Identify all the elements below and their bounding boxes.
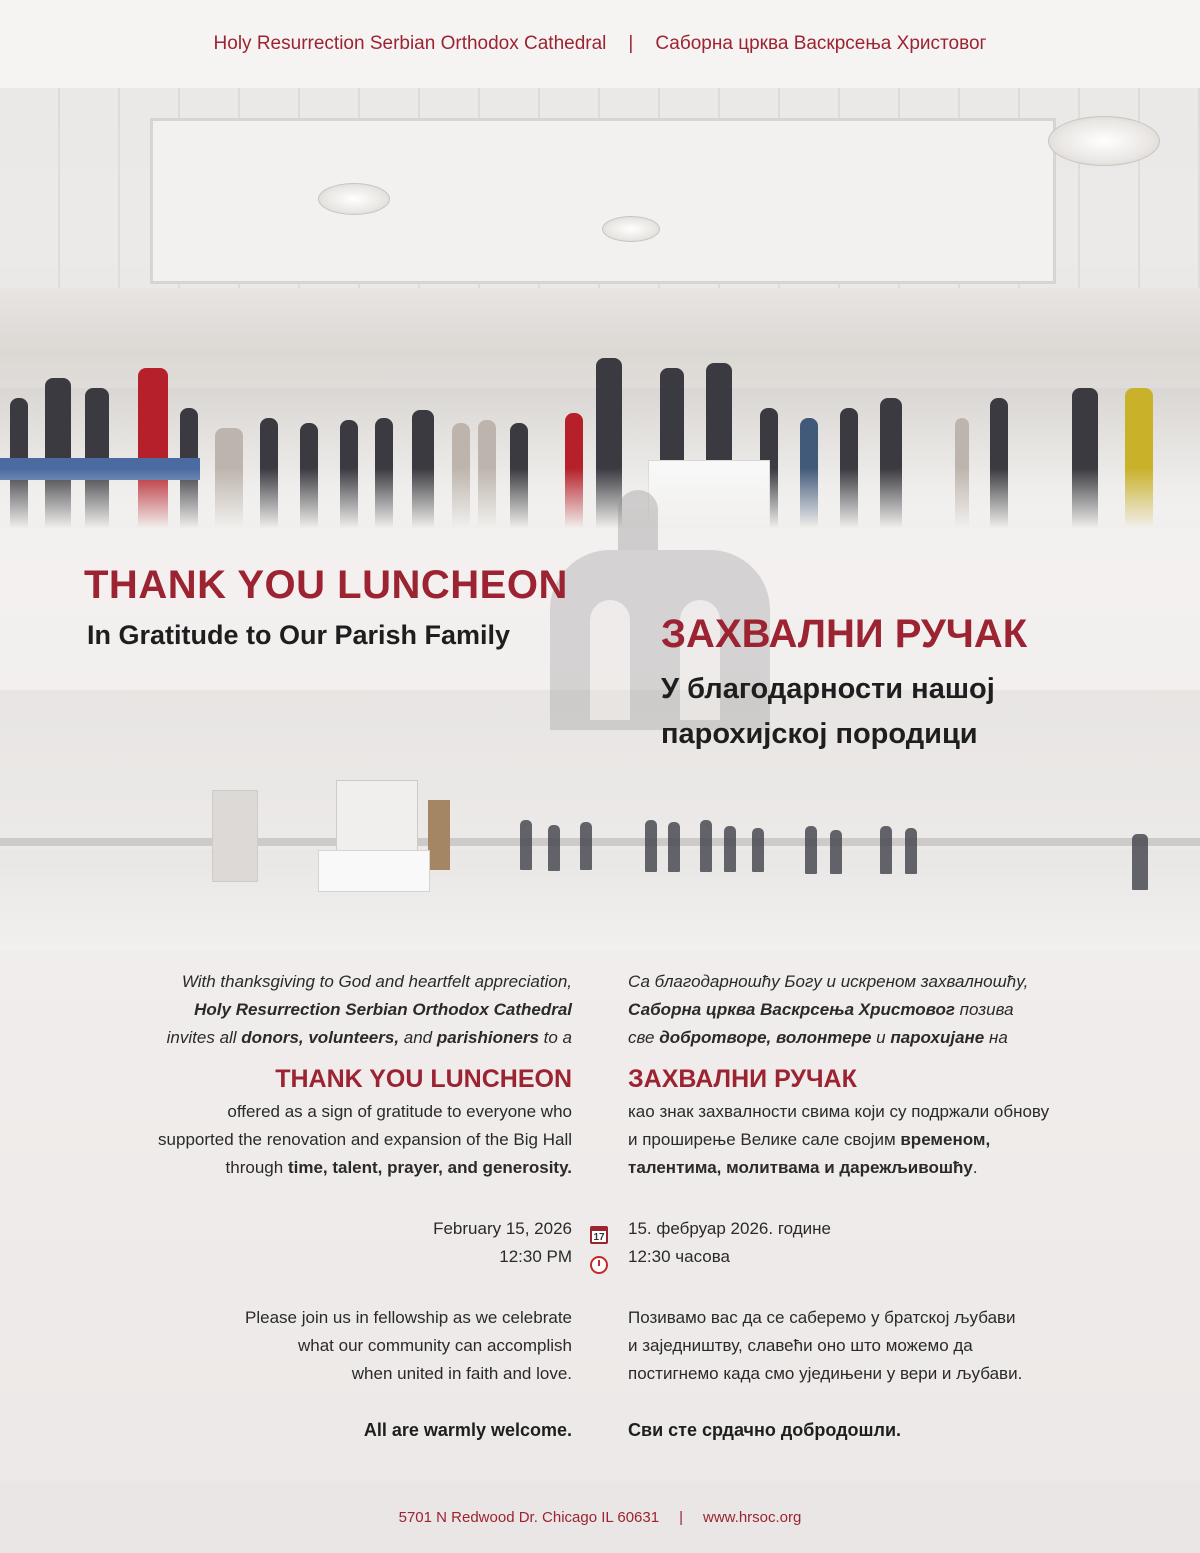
hall-blessing-photo <box>0 88 1200 528</box>
figure <box>700 820 712 872</box>
footer <box>0 1481 1200 1553</box>
offer-sr-bold-rest: талентима, молитвама и дарежљивошћу <box>628 1158 973 1177</box>
figure <box>805 826 817 874</box>
figure <box>905 828 917 874</box>
chandelier <box>318 183 390 215</box>
footer-website-link[interactable]: www.hrsoc.org <box>702 1508 802 1526</box>
intro-sr-text-c: на <box>984 1028 1008 1047</box>
welcome-sr: Сви сте срдачно добродошли. <box>628 1420 902 1440</box>
header-name-sr: Саборна црква Васкрсења Христовог <box>655 33 987 54</box>
datetime-en <box>12 1215 572 1271</box>
donors-sr: добротворе, волонтере <box>659 1028 872 1047</box>
offer-en-text: through <box>225 1158 288 1177</box>
heading-en: THANK YOU LUNCHEON <box>275 1065 572 1093</box>
intro-sr-line3 <box>628 1024 1188 1052</box>
photo-ceiling-tray <box>150 118 1056 284</box>
figure <box>752 828 764 872</box>
church-arch <box>590 600 630 720</box>
figure <box>1132 834 1148 890</box>
hall-trim <box>0 838 1200 846</box>
offer-sr-line1: као знак захвалности свима који су подржали обнову <box>628 1102 1050 1121</box>
offer-sr-period: . <box>972 1158 978 1177</box>
header-separator: | <box>628 33 634 54</box>
figure <box>830 830 842 874</box>
time-sr: 12:30 часова <box>628 1247 731 1266</box>
podium <box>428 800 450 870</box>
offer-sr-line3 <box>628 1154 1188 1182</box>
hall-door <box>212 790 258 882</box>
intro-en-text-a: invites all <box>166 1028 242 1047</box>
time-en: 12:30 PM <box>499 1247 572 1266</box>
chandelier <box>1048 116 1160 166</box>
footer-separator: | <box>679 1508 683 1526</box>
intro-en <box>12 968 572 1052</box>
subtitle-sr <box>661 667 1121 757</box>
join-sr <box>628 1304 1188 1388</box>
offer-en-line3 <box>12 1154 572 1182</box>
intro-sr-text-b: и <box>871 1028 891 1047</box>
alarm-clock-icon <box>590 1256 608 1274</box>
subtitle-sr-line1: У благодарности нашој <box>661 673 995 705</box>
hall-floor <box>0 850 1200 950</box>
heading-sr: ЗАХВАЛНИ РУЧАК <box>628 1065 857 1093</box>
intro-en-text-b: and <box>399 1028 437 1047</box>
join-sr-line1: Позивамо вас да се саберемо у братској љубави <box>628 1308 1016 1327</box>
donors-en: donors, volunteers, <box>241 1028 400 1047</box>
offer-sr-bold-time: временом, <box>900 1130 991 1149</box>
join-sr-line3: постигнемо када смо уједињени у вери и љубави. <box>628 1364 1023 1383</box>
figure <box>520 820 532 870</box>
intro-en-line2 <box>12 996 572 1024</box>
intro-sr-text-invites: позива <box>954 1000 1014 1019</box>
chandelier <box>602 216 660 242</box>
offer-en-line1: offered as a sign of gratitude to everyone who <box>227 1102 572 1121</box>
footer-address: 5701 N Redwood Dr. Chicago IL 60631 <box>398 1508 660 1526</box>
figure <box>724 826 736 872</box>
date-sr: 15. фебруар 2026. године <box>628 1219 831 1238</box>
intro-en-text-c: to a <box>538 1028 572 1047</box>
figure <box>645 820 657 872</box>
figure <box>580 822 592 870</box>
offer-en-line2: supported the renovation and expansion of the Big Hall <box>158 1130 572 1149</box>
datetime-sr <box>628 1215 1188 1271</box>
subtitle-en: In Gratitude to Our Parish Family <box>87 620 511 650</box>
intro-en-line1: With thanksgiving to God and heartfelt appreciation, <box>181 972 572 991</box>
welcome-en: All are warmly welcome. <box>363 1420 572 1440</box>
cathedral-name-en: Holy Resurrection Serbian Orthodox Cathedral <box>194 1000 572 1019</box>
join-en-line2: what our community can accomplish <box>297 1336 572 1355</box>
join-sr-line2: и заједништву, славећи оно што можемо да <box>628 1336 973 1355</box>
subtitle-sr-line2: парохијској породици <box>661 718 978 750</box>
offer-sr-text: и проширење Велике сале својим <box>628 1130 901 1149</box>
title-en: THANK YOU LUNCHEON <box>84 563 568 607</box>
church-dome <box>618 490 658 550</box>
parishioners-en: parishioners <box>436 1028 539 1047</box>
header-name-en: Holy Resurrection Serbian Orthodox Cathedral <box>213 33 607 54</box>
offer-en <box>12 1098 572 1182</box>
parishioners-sr: парохијане <box>890 1028 985 1047</box>
intro-sr-line2 <box>628 996 1188 1024</box>
hall-table <box>318 850 430 892</box>
figure <box>548 825 560 871</box>
join-en-line3: when united in faith and love. <box>351 1364 572 1383</box>
offer-en-bold: time, talent, prayer, and generosity. <box>287 1158 572 1177</box>
figure <box>880 826 892 874</box>
intro-sr <box>628 968 1188 1052</box>
title-sr: ЗАХВАЛНИ РУЧАК <box>661 612 1028 656</box>
intro-sr-text-a: све <box>628 1028 660 1047</box>
join-en <box>12 1304 572 1388</box>
join-en-line1: Please join us in fellowship as we celebrate <box>245 1308 572 1327</box>
offer-sr-line2 <box>628 1126 1188 1154</box>
offer-sr <box>628 1098 1188 1182</box>
calendar-icon: 17 <box>590 1226 608 1244</box>
intro-sr-line1: Са благодарношћу Богу и искреном захвалношћу, <box>628 972 1029 991</box>
cathedral-name-sr: Саборна црква Васкрсења Христовог <box>628 1000 955 1019</box>
figure <box>668 822 680 872</box>
date-en: February 15, 2026 <box>433 1219 572 1238</box>
header <box>0 0 1200 88</box>
intro-en-line3 <box>12 1024 572 1052</box>
